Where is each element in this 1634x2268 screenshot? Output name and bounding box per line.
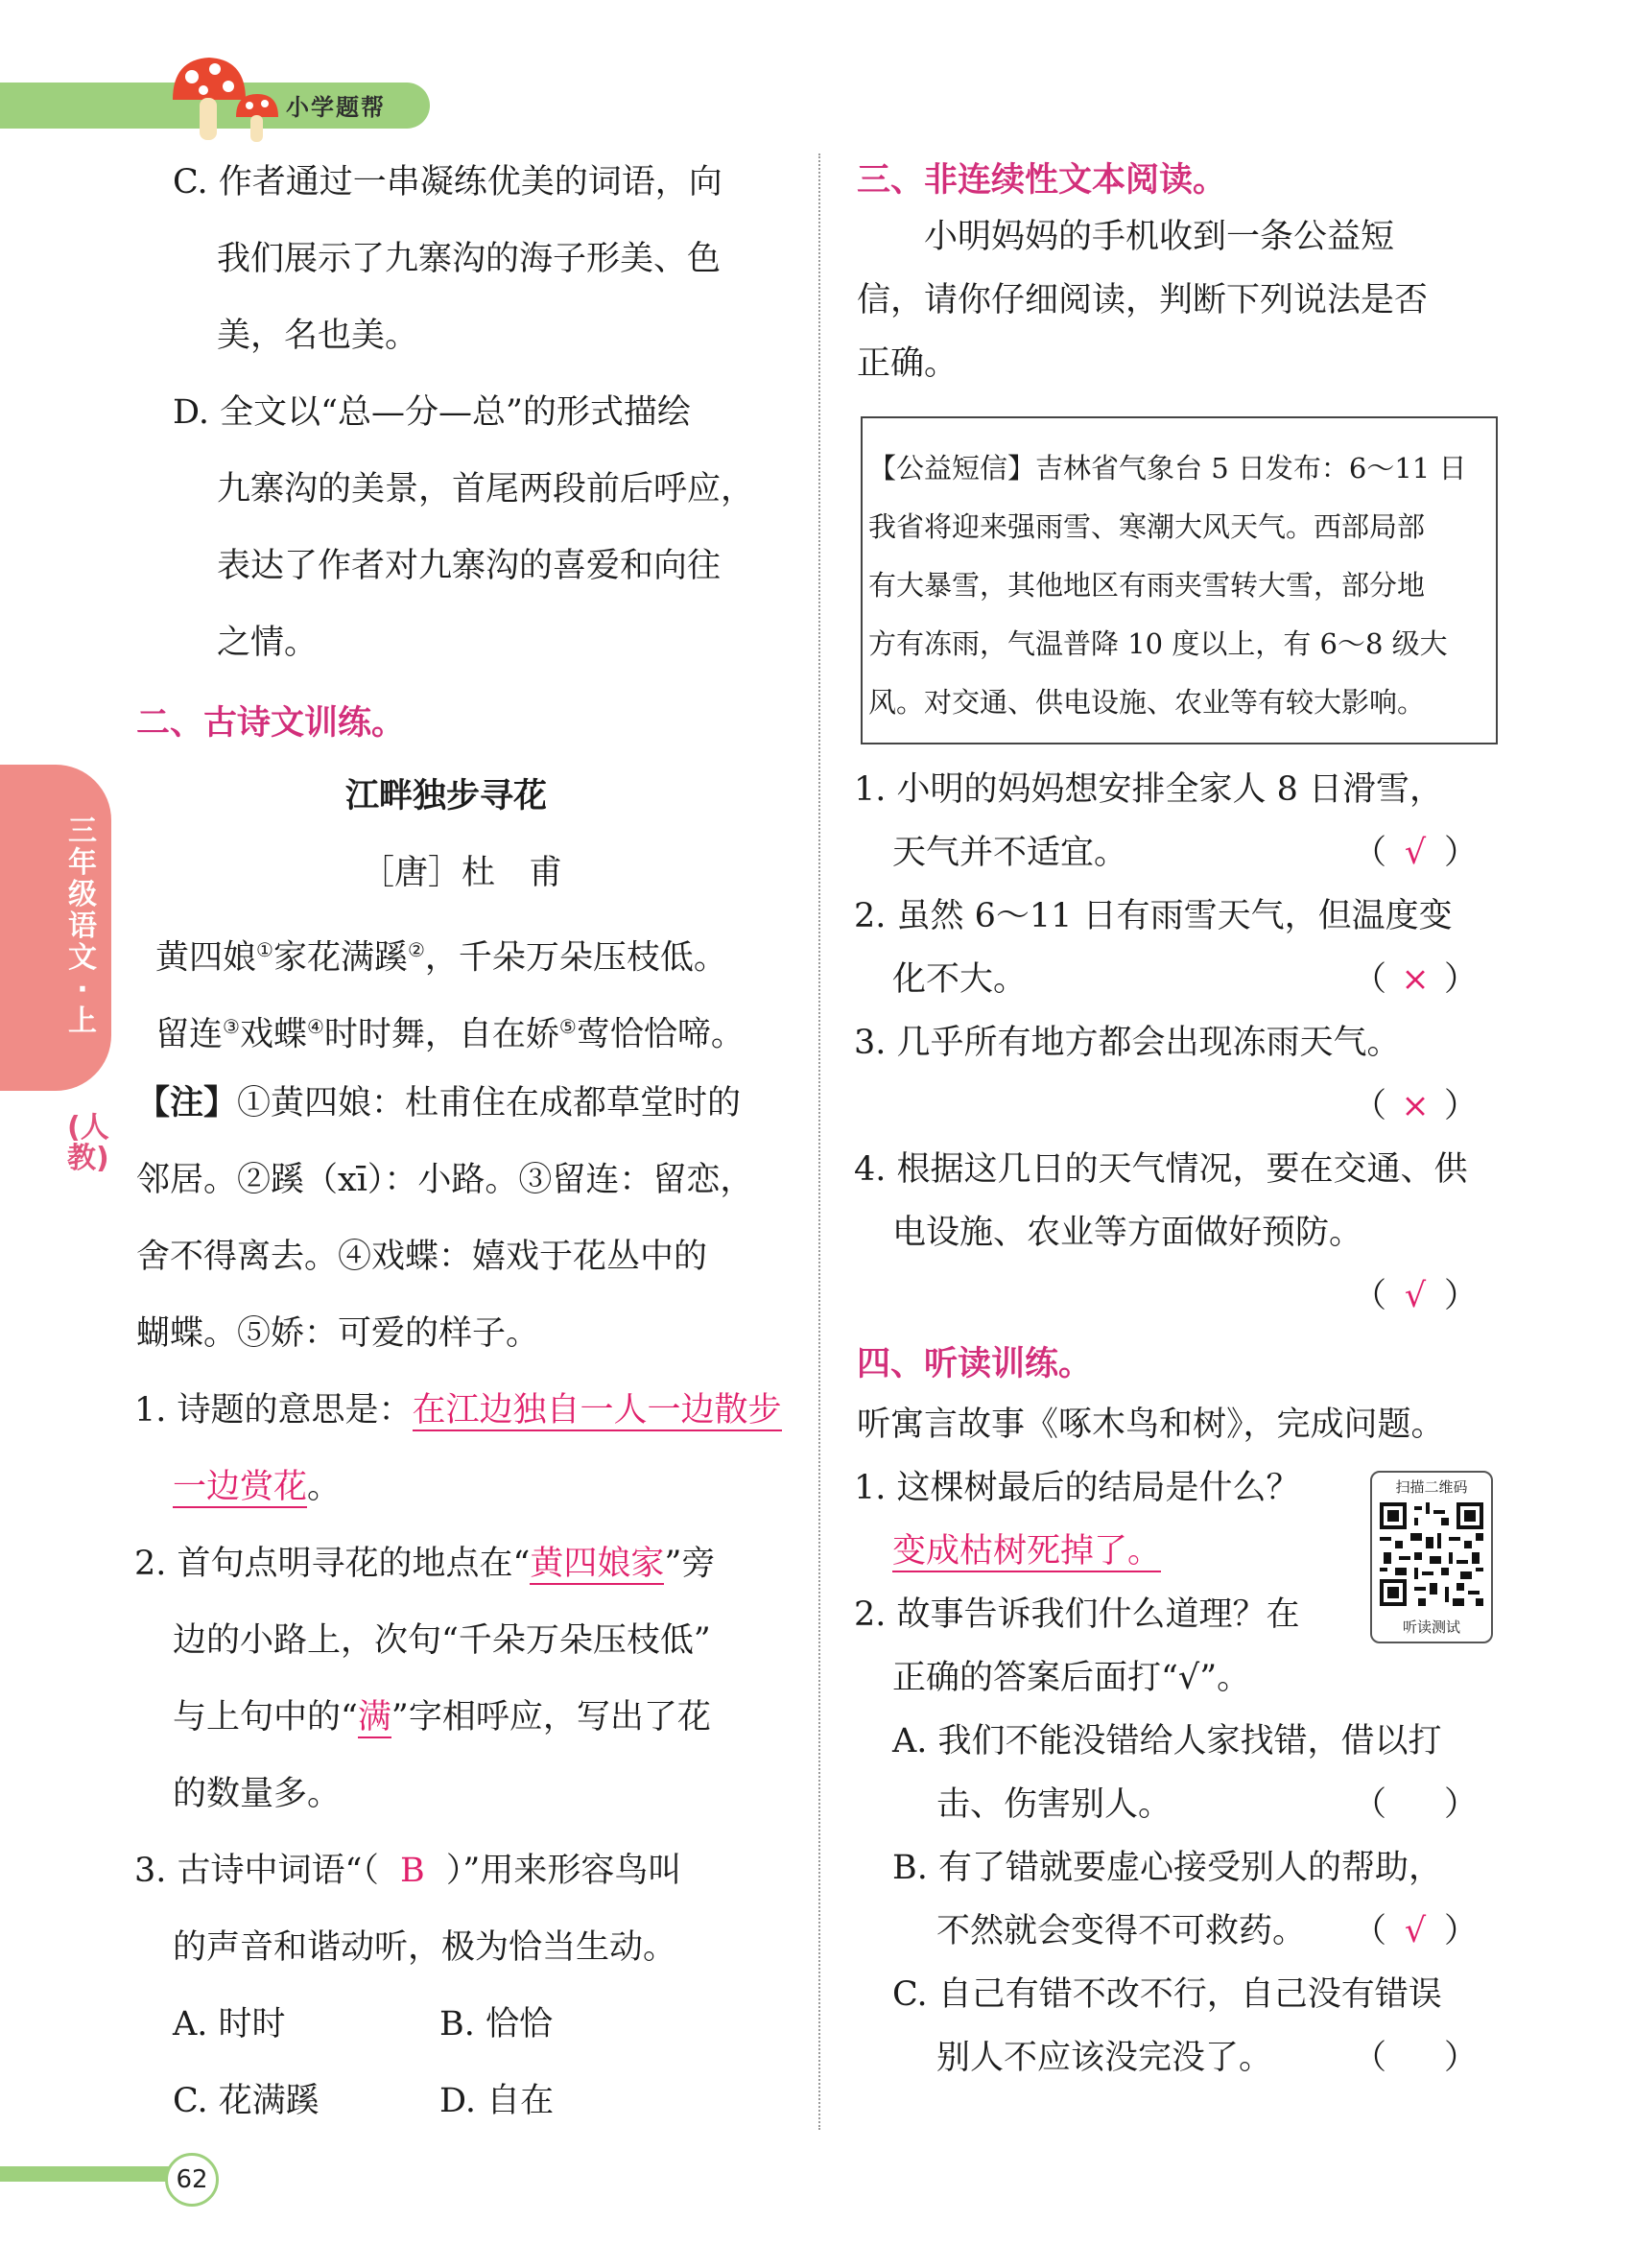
- qr-code-icon: [1380, 1498, 1483, 1611]
- judge-2-answer: （ × ）: [1353, 960, 1479, 999]
- question-3-line2: 的声音和谐动听，极为恰当生动。: [173, 1928, 677, 1967]
- answer-1-line2: 一边赏花。: [173, 1468, 342, 1506]
- section-3-heading: 三、非连续性文本阅读。: [857, 161, 1227, 200]
- answer-1-line1: 在江边独自一人一边散步: [412, 1391, 782, 1429]
- option-d-line1: D. 全文以“总—分—总”的形式描绘: [173, 393, 691, 432]
- listen-optA-line1: A. 我们不能没错给人家找错，借以打: [892, 1722, 1442, 1760]
- intro-line1: 小明妈妈的手机收到一条公益短: [924, 218, 1395, 256]
- question-3-line1: 3. 古诗中词语“（ B ）”用来形容鸟叫: [134, 1832, 681, 1909]
- listen-optB-line1: B. 有了错就要虚心接受别人的帮助，: [892, 1849, 1442, 1887]
- question-2-line4: 的数量多。: [173, 1775, 342, 1813]
- judge-1-line2: 天气并不适宜。: [892, 834, 1128, 872]
- judge-4-answer: （ √ ）: [1353, 1277, 1479, 1315]
- listen-optC-line1: C. 自己有错不改不行，自己没有错误: [892, 1975, 1442, 2014]
- sms-line2: 我省将迎来强雨雪、寒潮大风天气。西部局部: [868, 510, 1426, 543]
- option-a: A. 时时: [173, 2005, 286, 2044]
- listen-intro: 听寓言故事《啄木鸟和树》，完成问题。: [857, 1406, 1445, 1444]
- sms-line4: 方有冻雨，气温普降 10 度以上，有 6～8 级大: [868, 627, 1448, 660]
- option-d-line3: 表达了作者对九寨沟的喜爱和向往: [217, 547, 722, 585]
- question-2-line1: 2. 首句点明寻花的地点在“黄四娘家”旁: [134, 1545, 716, 1583]
- option-d-line2: 九寨沟的美景，首尾两段前后呼应，: [217, 470, 755, 508]
- note-line-4: 蝴蝶。⑤娇：可爱的样子。: [136, 1314, 540, 1353]
- qr-bottom-label: 听读测试: [1402, 1618, 1460, 1636]
- listen-optA-line2: 击、伤害别人。: [936, 1785, 1172, 1824]
- qr-code-card[interactable]: [1370, 1471, 1493, 1643]
- grade-label: 三年级语文·上: [68, 815, 97, 1038]
- judge-2-line2: 化不大。: [892, 960, 1028, 999]
- judge-4-line2: 电设施、农业等方面做好预防。: [892, 1214, 1363, 1252]
- sms-line1: 【公益短信】吉林省气象台 5 日发布：6～11 日: [868, 452, 1467, 484]
- poem-line-2: 留连③戏蝶④时时舞，自在娇⑤莺恰恰啼。: [155, 1015, 745, 1054]
- mushroom-logo-icon: [165, 54, 280, 146]
- judge-2-line1: 2. 虽然 6～11 日有雨雪天气，但温度变: [854, 897, 1453, 935]
- question-1: 1. 诗题的意思是：在江边独自一人一边散步: [134, 1391, 782, 1429]
- option-c: C. 花满蹊: [173, 2082, 320, 2120]
- note-line-2: 邻居。②蹊（xī）：小路。③留连：留恋，: [136, 1161, 754, 1199]
- sms-line3: 有大暴雪，其他地区有雨夹雪转大雪，部分地: [868, 569, 1426, 602]
- note-line-1: 【注】①黄四娘：杜甫住在成都草堂时的: [136, 1083, 742, 1122]
- option-c-line3: 美，名也美。: [217, 317, 419, 355]
- intro-line2: 信，请你仔细阅读，判断下列说法是否: [857, 281, 1429, 319]
- listen-optB-answer: （ √ ）: [1353, 1912, 1479, 1950]
- brand-title: 小学题帮: [286, 94, 386, 121]
- listen-q1: 1. 这棵树最后的结局是什么？: [854, 1469, 1300, 1507]
- answer-2b: 满: [357, 1698, 391, 1736]
- judge-1-answer: （ √ ）: [1353, 834, 1479, 872]
- poem-title: 江畔独步寻花: [345, 777, 548, 815]
- page-number: 62: [165, 2153, 219, 2207]
- intro-line3: 正确。: [857, 344, 959, 383]
- option-c-line1: C. 作者通过一串凝练优美的词语，向: [173, 163, 722, 201]
- listen-optC-line2: 别人不应该没完没了。: [936, 2039, 1273, 2077]
- section-2-heading: 二、古诗文训练。: [136, 704, 406, 743]
- judge-4-line1: 4. 根据这几日的天气情况，要在交通、供: [854, 1150, 1468, 1189]
- poem-line-1: 黄四娘①家花满蹊②，千朵万朵压枝低。: [155, 938, 727, 978]
- listen-optB-line2: 不然就会变得不可救药。: [936, 1912, 1307, 1950]
- footer-bar: [0, 2166, 192, 2182]
- note-line-3: 舍不得离去。④戏蝶：嬉戏于花丛中的: [136, 1238, 708, 1276]
- listen-a1: 变成枯树死掉了。: [892, 1532, 1162, 1571]
- listen-optA-answer: （ ）: [1353, 1785, 1479, 1824]
- qr-top-label: 扫描二维码: [1395, 1478, 1468, 1496]
- listen-optC-answer: （ ）: [1353, 2039, 1479, 2077]
- option-d-line4: 之情。: [217, 624, 319, 662]
- answer-3: B: [400, 1852, 425, 1890]
- option-d: D. 自在: [439, 2082, 555, 2120]
- sms-message-box: [861, 416, 1498, 744]
- option-b: B. 恰恰: [439, 2005, 553, 2044]
- sms-line5: 风。对交通、供电设施、农业等有较大影响。: [868, 686, 1426, 719]
- question-2-line2: 边的小路上，次句“千朵万朵压枝低”: [173, 1621, 711, 1660]
- question-2-line3: 与上句中的“满”字相呼应，写出了花: [173, 1698, 711, 1736]
- listen-q2-line1: 2. 故事告诉我们什么道理？在: [854, 1595, 1300, 1634]
- judge-3-answer: （ × ）: [1353, 1087, 1479, 1125]
- section-4-heading: 四、听读训练。: [857, 1345, 1093, 1383]
- answer-2a: 黄四娘家: [530, 1545, 665, 1583]
- poem-author: ［唐］杜 甫: [361, 854, 563, 892]
- judge-1-line1: 1. 小明的妈妈想安排全家人 8 日滑雪，: [854, 770, 1444, 809]
- option-c-line2: 我们展示了九寨沟的海子形美、色: [217, 240, 722, 278]
- judge-3-line1: 3. 几乎所有地方都会出现冻雨天气。: [854, 1024, 1401, 1062]
- listen-q2-line2: 正确的答案后面打“√”。: [892, 1659, 1251, 1697]
- edition-label: (人教): [67, 1111, 109, 1175]
- column-divider: [818, 154, 820, 2130]
